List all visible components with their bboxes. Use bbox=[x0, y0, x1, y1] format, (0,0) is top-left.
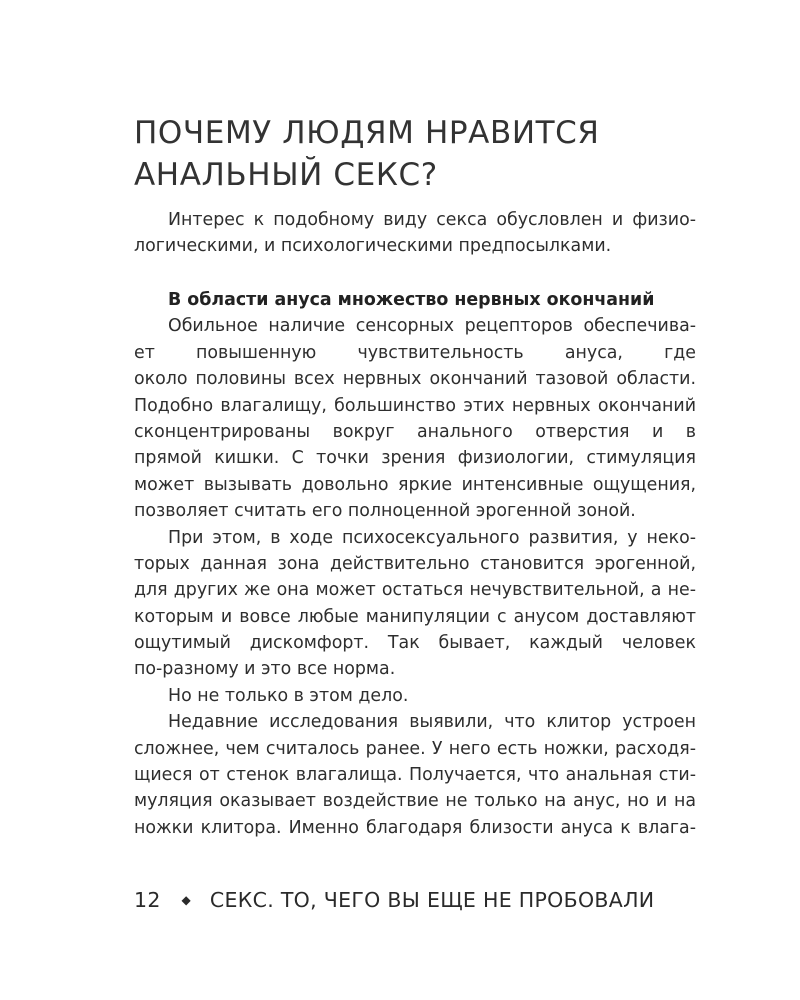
page-footer bbox=[134, 884, 714, 916]
text-line: Но не только в этом дело. bbox=[168, 685, 409, 706]
text-line: При этом, в ходе психосексуального развития, у неко- bbox=[168, 527, 696, 548]
text-line: прямой кишки. С точки зрения физиологии, стимуляция bbox=[134, 448, 696, 469]
text-line: по-разному и это все норма. bbox=[134, 659, 396, 680]
running-title: СЕКС. ТО, ЧЕГО ВЫ ЕЩЕ НЕ ПРОБОВАЛИ bbox=[209, 888, 655, 912]
chapter-title-line-2: АНАЛЬНЫЙ СЕКС? bbox=[134, 157, 438, 193]
text-line: ет повышенную чувствительность ануса, где bbox=[134, 342, 696, 363]
text-line: торых данная зона действительно становится эрогенной, bbox=[134, 553, 696, 574]
section-body bbox=[134, 287, 696, 841]
section-heading: В области ануса множество нервных окончаний bbox=[168, 290, 655, 310]
text-line: может вызывать довольно яркие интенсивные ощущения, bbox=[134, 474, 696, 495]
intro-paragraph bbox=[134, 207, 696, 260]
text-line: ножки клитора. Именно благодаря близости ануса к влага- bbox=[134, 817, 696, 838]
text-line: щиеся от стенок влагалища. Получается, что анальная сти- bbox=[134, 765, 696, 786]
page-number: 12 bbox=[134, 888, 161, 912]
diamond-bullet-icon: ◆ bbox=[181, 893, 192, 907]
text-line: которым и вовсе любые манипуляции с анусом доставляют bbox=[134, 606, 696, 627]
text-line: сложнее, чем считалось ранее. У него есть ножки, расходя- bbox=[134, 738, 696, 759]
text-line: для других же она может остаться нечувствительной, а не- bbox=[134, 580, 696, 601]
text-line: Подобно влагалищу, большинство этих нервных окончаний bbox=[134, 395, 696, 416]
text-line: Недавние исследования выявили, что клитор устроен bbox=[168, 712, 696, 733]
text-line: муляция оказывает воздействие не только на анус, но и на bbox=[134, 791, 696, 812]
text-line: позволяет считать его полноценной эрогенной зоной. bbox=[134, 501, 636, 522]
text-line: логическими, и психологическими предпосылками. bbox=[134, 236, 612, 257]
text-line: сконцентрированы вокруг анального отверстия и в bbox=[134, 421, 696, 442]
text-line: около половины всех нервных окончаний тазовой области. bbox=[134, 369, 696, 390]
chapter-title bbox=[134, 112, 694, 196]
chapter-title-line-1: ПОЧЕМУ ЛЮДЯМ НРАВИТСЯ bbox=[134, 115, 600, 151]
text-line: Интерес к подобному виду секса обусловлен и физио- bbox=[168, 210, 696, 230]
text-line: Обильное наличие сенсорных рецепторов обеспечива- bbox=[168, 316, 696, 337]
text-line: ощутимый дискомфорт. Так бывает, каждый человек bbox=[134, 633, 696, 654]
